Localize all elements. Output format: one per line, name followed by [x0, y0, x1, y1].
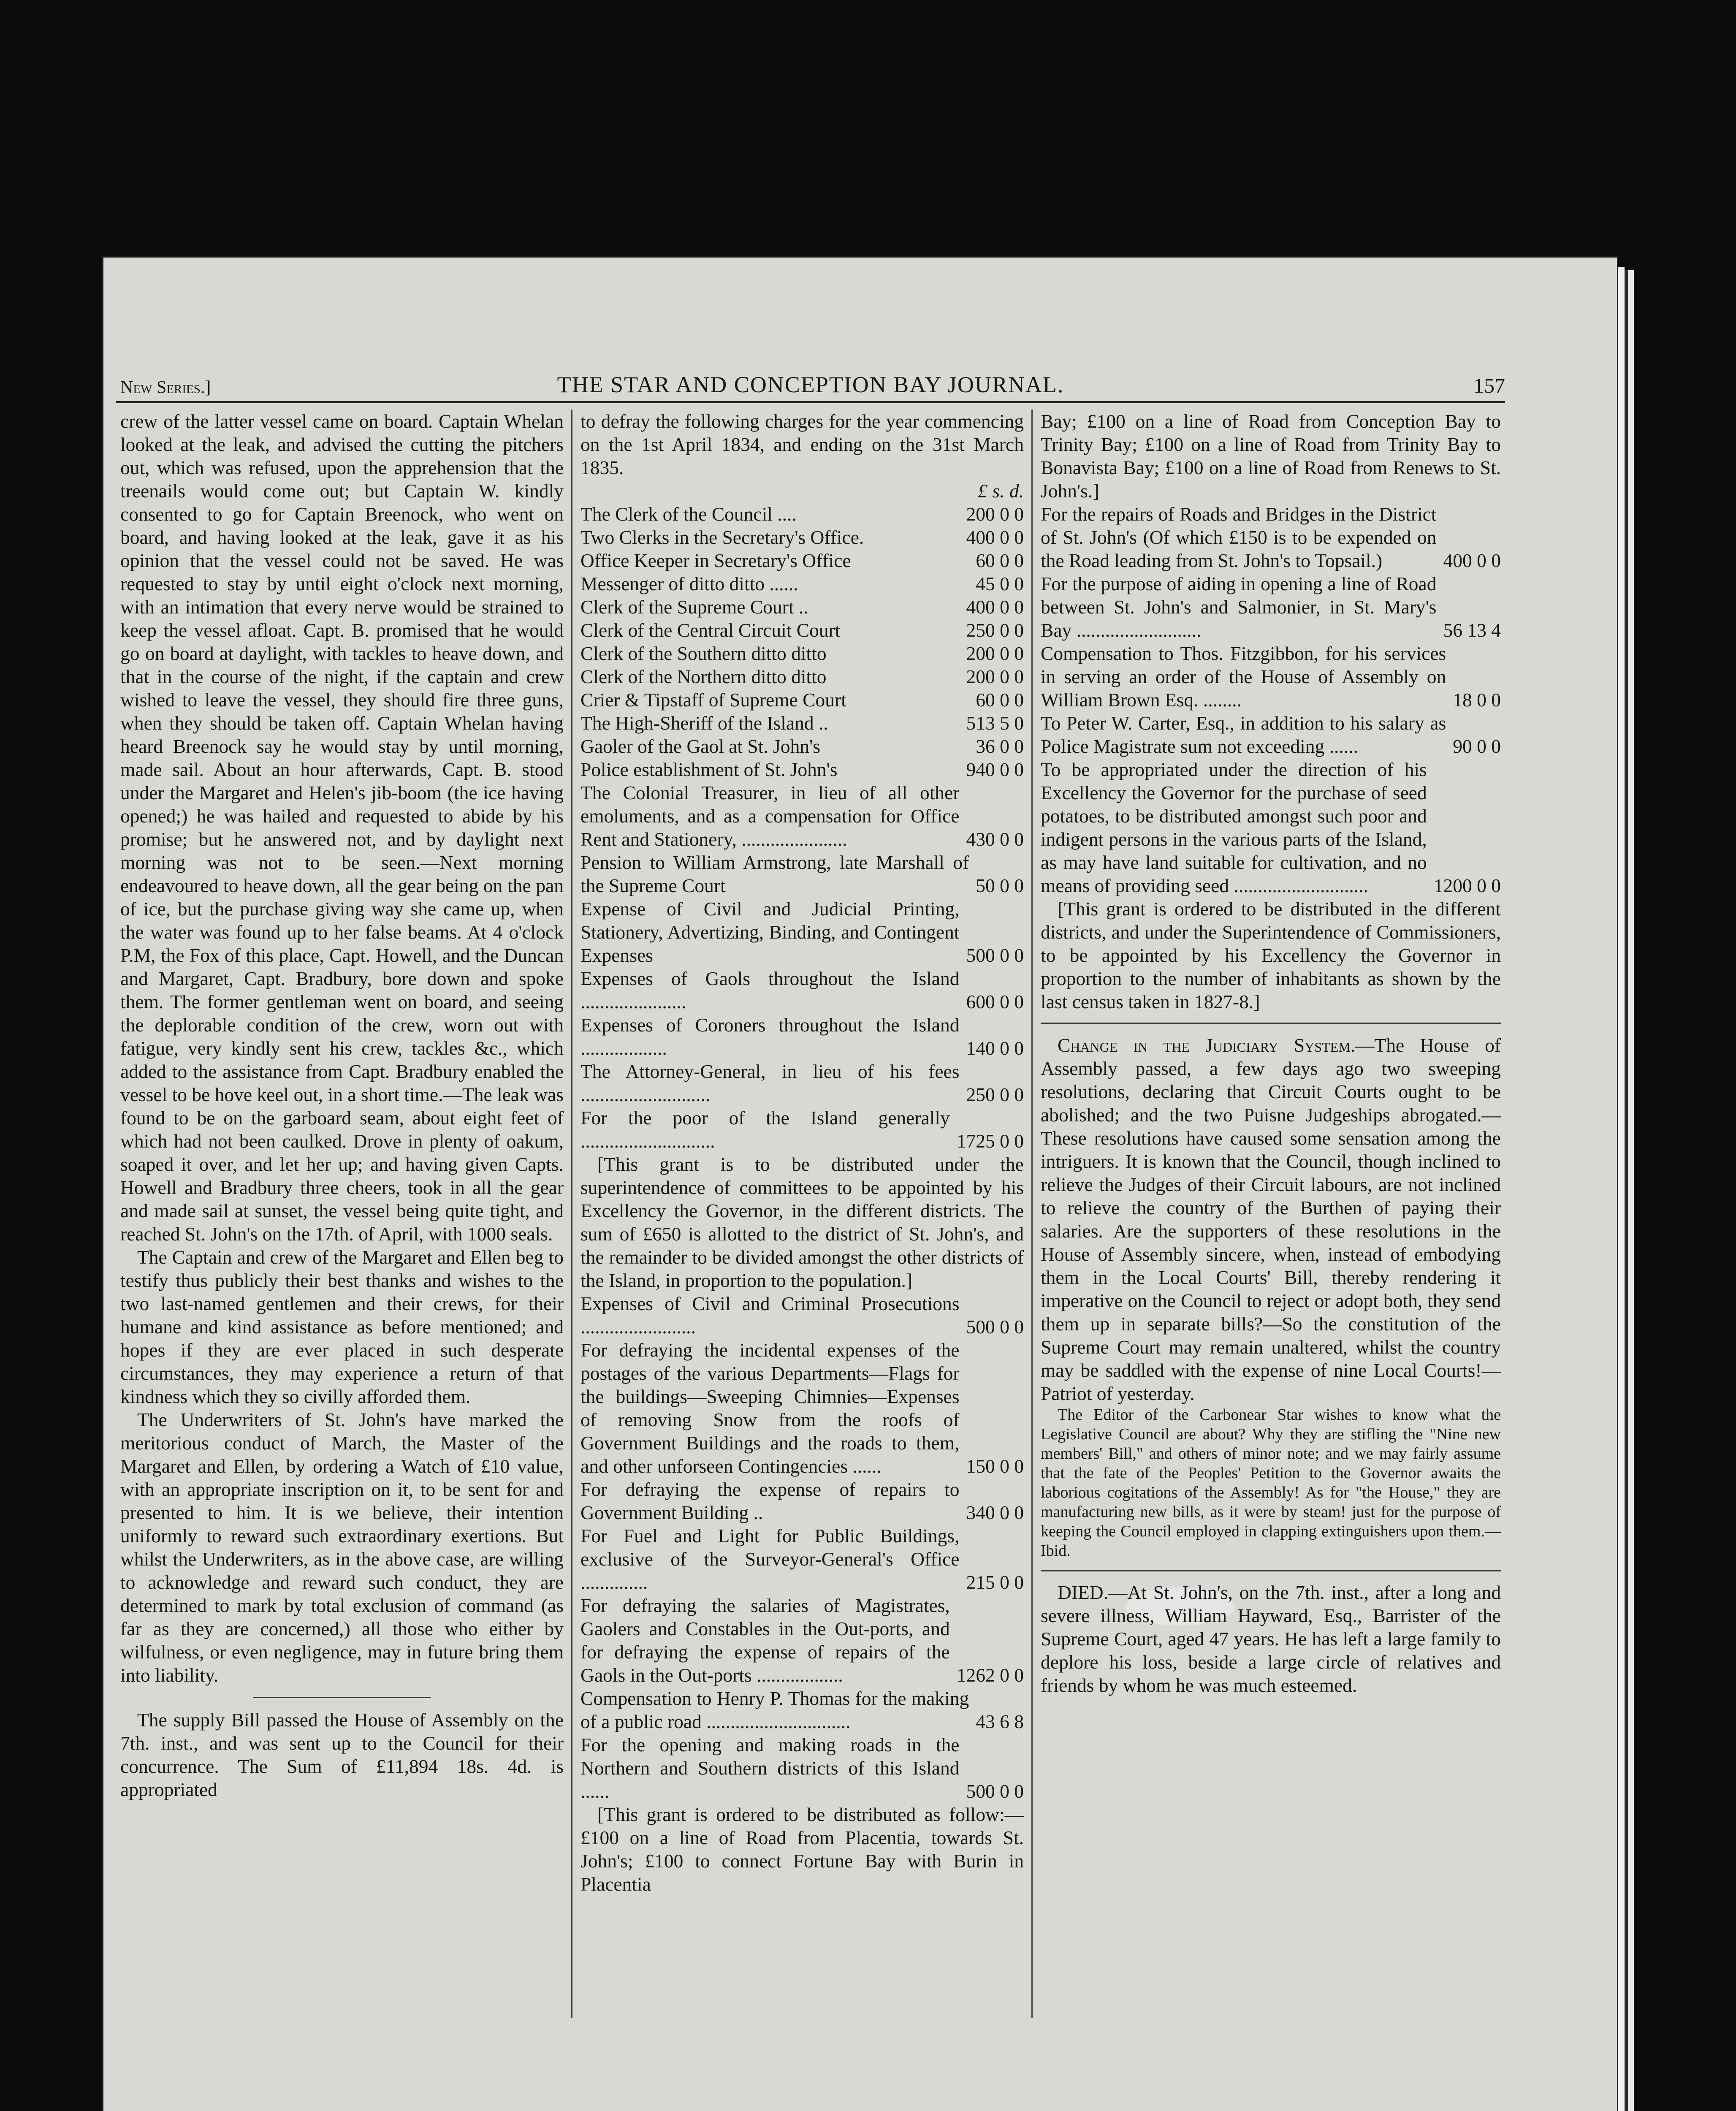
- column-1: [120, 410, 564, 1801]
- charge-item: [580, 688, 1024, 711]
- charge-amount: 500 0 0: [966, 1316, 1024, 1338]
- divider: [1041, 1023, 1501, 1024]
- charge-amount: 50 0 0: [976, 875, 1024, 896]
- charge-amount: 18 0 0: [1453, 689, 1501, 711]
- charge-description: The Clerk of the Council ....: [580, 503, 797, 525]
- charge-item: [1041, 502, 1501, 572]
- charge-item: [580, 1338, 1024, 1478]
- charge-item: [580, 1292, 1024, 1338]
- charge-amount: 200 0 0: [966, 503, 1024, 525]
- charge-item: [580, 1060, 1024, 1106]
- charge-description: Two Clerks in the Secretary's Office.: [580, 526, 864, 548]
- charge-amount: 400 0 0: [966, 596, 1024, 618]
- charge-amount: 60 0 0: [976, 689, 1024, 711]
- charge-item: [580, 572, 1024, 595]
- charge-description: For the purpose of aiding in opening a line of Road between St. John's and Salmonier, in St. Mary's Bay ..........................: [1041, 573, 1437, 641]
- charge-amount: 56 13 4: [1443, 619, 1501, 641]
- charge-description: The Colonial Treasurer, in lieu of all other emoluments, and as a compensation for Office Rent and Stationery, ......................: [580, 782, 960, 850]
- charge-description: For the poor of the Island generally ............................: [580, 1107, 950, 1152]
- charge-item: [1041, 711, 1501, 758]
- charge-item: [580, 502, 1024, 526]
- charge-description: To be appropriated under the direction of his Excellency the Governor for the purchase of seed potatoes, to be distributed amongst such poor and indigent persons in the various parts of the Island, as may have land suitable for cultivation, and no means of providing seed ............................: [1041, 759, 1427, 896]
- charge-amount: 340 0 0: [966, 1502, 1024, 1523]
- charge-item: [580, 1013, 1024, 1060]
- charge-description: Compensation to Henry P. Thomas for the making of a public road ..............................: [580, 1688, 969, 1732]
- charge-amount: 140 0 0: [966, 1037, 1024, 1059]
- roads-note-continued: Bay; £100 on a line of Road from Conception Bay to Trinity Bay; £100 on a line of Road from Trinity Bay to Bonavista Bay; £100 on a line of Road from Renews to St. John's.]: [1041, 410, 1501, 502]
- died-heading: DIED.: [1058, 1582, 1109, 1603]
- charge-item: [580, 781, 1024, 851]
- supply-bill-paragraph: The supply Bill passed the House of Assembly on the 7th. inst., and was sent up to the Council for their concurrence. The Sum of £11,894 18s. 4d. is appropriated: [120, 1709, 564, 1800]
- charge-item: [580, 665, 1024, 688]
- charge-amount: 430 0 0: [966, 828, 1024, 850]
- divider: [253, 1697, 431, 1698]
- charge-item: [580, 642, 1024, 665]
- charge-description: Gaoler of the Gaol at St. John's: [580, 735, 820, 757]
- charges-list-3: [1041, 502, 1501, 897]
- charge-description: Clerk of the Northern ditto ditto: [580, 666, 827, 687]
- column-3: [1041, 410, 1501, 1697]
- series-label: New Series.]: [120, 378, 211, 397]
- charge-description: The Attorney-General, in lieu of his fees ...........................: [580, 1061, 960, 1105]
- judiciary-body: —The House of Assembly passed, a few days ago two sweeping resolutions, declaring that Circuit Courts ought to be abolished; and the two Puisne Judgeships abrogated.—These resolutions have caused some sensation among the intriguers. It is known that the Council, though inclined to relieve the Judges of their Circuit labours, are not inclined to relieve the country of the Burthen of paying their salaries. Are the supporters of these resolutions in the House of Assembly sincere, when, instead of embodying them in the Local Courts' Bill, thereby rendering it imperative on the Council to reject or adopt both, they send them up in separate bills?—So the constitution of the Supreme Court may remain unaltered, whilst the country may be saddled with the expense of nine Local Courts!—Patriot of yesterday.: [1041, 1034, 1501, 1404]
- charge-description: For the repairs of Roads and Bridges in the District of St. John's (Of which £150 is to be expended on the Road leading from St. John's to Topsail.): [1041, 503, 1437, 571]
- charge-amount: 400 0 0: [1443, 550, 1501, 571]
- column-2: [580, 410, 1024, 1896]
- charge-description: Compensation to Thos. Fitzgibbon, for his services in serving an order of the House of Assembly on William Brown Esq. ........: [1041, 643, 1446, 711]
- charge-amount: 1262 0 0: [956, 1664, 1024, 1686]
- charge-item: [580, 851, 1024, 897]
- charge-amount: 1200 0 0: [1433, 875, 1501, 896]
- charge-item: [580, 735, 1024, 758]
- charge-description: Clerk of the Southern ditto ditto: [580, 643, 827, 664]
- died-notice: [1041, 1581, 1501, 1697]
- journal-title: THE STAR AND CONCEPTION BAY JOURNAL.: [557, 372, 1064, 397]
- charge-amount: 250 0 0: [966, 619, 1024, 641]
- charge-description: For defraying the expense of repairs to Government Building ..: [580, 1479, 960, 1523]
- charges-list: [580, 502, 1024, 1153]
- charge-description: Expense of Civil and Judicial Printing, Stationery, Advertizing, Binding, and Contingent Expenses: [580, 898, 960, 966]
- charge-amount: 500 0 0: [966, 944, 1024, 966]
- charge-amount: 215 0 0: [966, 1571, 1024, 1593]
- charge-item: [580, 549, 1024, 572]
- charge-item: [580, 526, 1024, 549]
- charge-description: Pension to William Armstrong, late Marshall of the Supreme Court: [580, 852, 969, 896]
- page-header: [116, 372, 1505, 403]
- charge-item: [580, 897, 1024, 967]
- charge-description: Crier & Tipstaff of Supreme Court: [580, 689, 846, 711]
- charge-description: The High-Sheriff of the Island ..: [580, 712, 828, 734]
- charge-amount: 400 0 0: [966, 526, 1024, 548]
- column-rule: [571, 410, 572, 2018]
- charge-item: [1041, 572, 1501, 642]
- newspaper-page: [116, 372, 1505, 2031]
- charge-item: [580, 619, 1024, 642]
- charge-amount: 200 0 0: [966, 643, 1024, 664]
- charge-amount: 1725 0 0: [956, 1130, 1024, 1152]
- charge-amount: 250 0 0: [966, 1084, 1024, 1105]
- charge-description: Messenger of ditto ditto ......: [580, 573, 798, 594]
- judiciary-heading: Change in the Judiciary System.: [1058, 1034, 1355, 1056]
- charge-description: For defraying the incidental expenses of the postages of the various Departments—Flags for the buildings—Sweeping Chimnies—Expenses of removing Snow from the roofs of Government Buildings and the roads to them, and other unforseen Contingencies ......: [580, 1339, 960, 1477]
- charge-description: Expenses of Civil and Criminal Prosecutions ........................: [580, 1293, 960, 1338]
- charge-item: [580, 1733, 1024, 1803]
- charge-description: Police establishment of St. John's: [580, 759, 838, 780]
- divider: [1041, 1570, 1501, 1571]
- charge-amount: 940 0 0: [966, 759, 1024, 780]
- charge-item: [1041, 642, 1501, 711]
- charges-list-2: [580, 1292, 1024, 1803]
- charge-amount: 600 0 0: [966, 991, 1024, 1012]
- charge-item: [580, 1687, 1024, 1733]
- charge-item: [580, 1524, 1024, 1594]
- charge-description: Expenses of Coroners throughout the Island ..................: [580, 1014, 960, 1059]
- charge-description: To Peter W. Carter, Esq., in addition to his salary as Police Magistrate sum not exceeding ......: [1041, 712, 1446, 757]
- shipwreck-story: crew of the latter vessel came on board. Captain Whelan looked at the leak, and advised the cutting the pitchers out, which was refused, upon the apprehension that the treenails would come out; but Captain W. kindly consented to go for Captain Breenock, who went on board, and having looked at the leak, gave it as his opinion that the vessel could not be saved. He was requested to stay by until eight o'clock next morning, with an intimation that every nerve would be strained to keep the vessel afloat. Capt. B. promised that he would go on board at daylight, with tackles to heave down, and that in the course of the night, if the captain and crew wished to leave the vessel, they should fire three guns, when they should be taken off. Captain Whelan having heard Breenock say he would stay by until morning, made sail. About an hour afterwards, Capt. B. stood under the Margaret and Helen's jib-boom (the ice having opened;) he was hailed and requested to abide by his promise; but he answered not, and by daylight next morning was not to be seen.—Next morning endeavoured to heave down, all the gear being on the pan of ice, but the purchase giving way she came up, when the water was found up to her false beams. At 4 o'clock P.M, the Fox of this place, Capt. Howell, and the Duncan and Margaret, Capt. Bradbury, bore down and spoke them. The former gentleman went on board, and seeing the deplorable condition of the crew, worn out with fatigue, very kindly sent his crew, tackles &c., which added to the assistance from Capt. Bradbury enabled the vessel to be hove keel out, in a short time.—The leak was found to be on the garboard seam, about eight feet of which had not been caulked. Drove in plenty of oakum, soaped it over, and let her up; and having given Capts. Howell and Bradbury three cheers, took in all the gear and made sail at sunset, the vessel being quite tight, and reached St. John's on the 17th. of April, with 1000 seals.: [120, 410, 564, 1245]
- charge-amount: 90 0 0: [1453, 735, 1501, 757]
- charge-description: Clerk of the Supreme Court ..: [580, 596, 808, 618]
- charge-description: For defraying the salaries of Magistrates, Gaolers and Constables in the Out-ports, and for defraying the expense of repairs of the Gaols in the Out-ports ..................: [580, 1595, 950, 1686]
- charge-amount: 43 6 8: [976, 1711, 1024, 1732]
- supply-intro: to defray the following charges for the year commencing on the 1st April 1834, and ending on the 31st March 1835.: [580, 410, 1024, 478]
- thanks-paragraph: The Captain and crew of the Margaret and Ellen beg to testify thus publicly their best thanks and wishes to the two last-named gentlemen and their crews, for their humane and kind assistance as before mentioned; and hopes if they are ever placed in such desperate circumstances, they may experience a return of that kindness which they so civilly afforded them.: [120, 1246, 564, 1407]
- charge-description: Office Keeper in Secretary's Office: [580, 550, 851, 571]
- charge-amount: 36 0 0: [976, 735, 1024, 757]
- currency-heading: £ s. d.: [978, 480, 1024, 502]
- carbonear-note: The Editor of the Carbonear Star wishes to know what the Legislative Council are about? Why they are stifling the "Nine new members' Bill," and others of minor note; and we may fairly assume that the fate of the Peoples' Petition to the Governor awaits the laborious cogitations of the Assembly! As for "the House," they are manufacturing new bills, as it were by steam! just for the purpose of keeping the Council employed in clapping extinguishers upon them.—Ibid.: [1041, 1406, 1501, 1560]
- seed-grant-note: [This grant is ordered to be distributed in the different districts, and under the Superintendence of Commissioners, to be appointed by his Excellency the Governor in proportion to the number of inhabitants as shown by the last census taken in 1827-8.]: [1041, 898, 1501, 1012]
- charge-item: [580, 758, 1024, 781]
- charge-description: Clerk of the Central Circuit Court: [580, 619, 841, 641]
- poor-grant-note: [This grant is to be distributed under the superintendence of committees to be appointed by his Excellency the Governor, in the different districts. The sum of £650 is allotted to the district of St. John's, and the remainder to be divided amongst the other districts of the Island, in proportion to the population.]: [580, 1153, 1024, 1291]
- charge-amount: 45 0 0: [976, 573, 1024, 594]
- charge-item: [580, 595, 1024, 619]
- charge-item: [580, 1106, 1024, 1153]
- charge-amount: 513 5 0: [966, 712, 1024, 734]
- charge-amount: 500 0 0: [966, 1780, 1024, 1802]
- charge-item: [580, 711, 1024, 735]
- died-body: —At St. John's, on the 7th. inst., after a long and severe illness, William Hayward, Esq., Barrister of the Supreme Court, aged 47 years. He has left a large family to deplore his loss, beside a large circle of relatives and friends by whom he was much esteemed.: [1041, 1582, 1501, 1696]
- column-rule: [1031, 410, 1033, 2018]
- charge-item: [580, 1478, 1024, 1524]
- roads-grant-note: [This grant is ordered to be distributed as follow:—£100 on a line of Road from Placentia, towards St. John's; £100 to connect Fortune Bay with Burin in Placentia: [580, 1804, 1024, 1895]
- charge-description: For Fuel and Light for Public Buildings, exclusive of the Surveyor-General's Office ..............: [580, 1525, 960, 1593]
- charge-amount: 200 0 0: [966, 666, 1024, 687]
- charge-amount: 150 0 0: [966, 1455, 1024, 1477]
- charge-description: For the opening and making roads in the Northern and Southern districts of this Island ......: [580, 1734, 960, 1802]
- judiciary-article: [1041, 1034, 1501, 1405]
- charge-amount: 60 0 0: [976, 550, 1024, 571]
- underwriters-paragraph: The Underwriters of St. John's have marked the meritorious conduct of March, the Master of the Margaret and Ellen, by ordering a Watch of £10 value, with an appropriate inscription on it, to be sent for and presented to him. It is we believe, their intention uniformly to reward such extraordinary exertions. But whilst the Underwriters, as in the above case, are willing to acknowledge and reward such conduct, they are determined to mark by total exclusion of command (as far as they are concerned,) all those who either by wilfulness, or even negligence, may in future bring them into liability.: [120, 1409, 564, 1686]
- charge-item: [580, 1594, 1024, 1687]
- charge-item: [580, 967, 1024, 1013]
- charge-description: Expenses of Gaols throughout the Island ......................: [580, 968, 960, 1012]
- charge-item: [1041, 758, 1501, 897]
- page-number: 157: [1473, 374, 1505, 397]
